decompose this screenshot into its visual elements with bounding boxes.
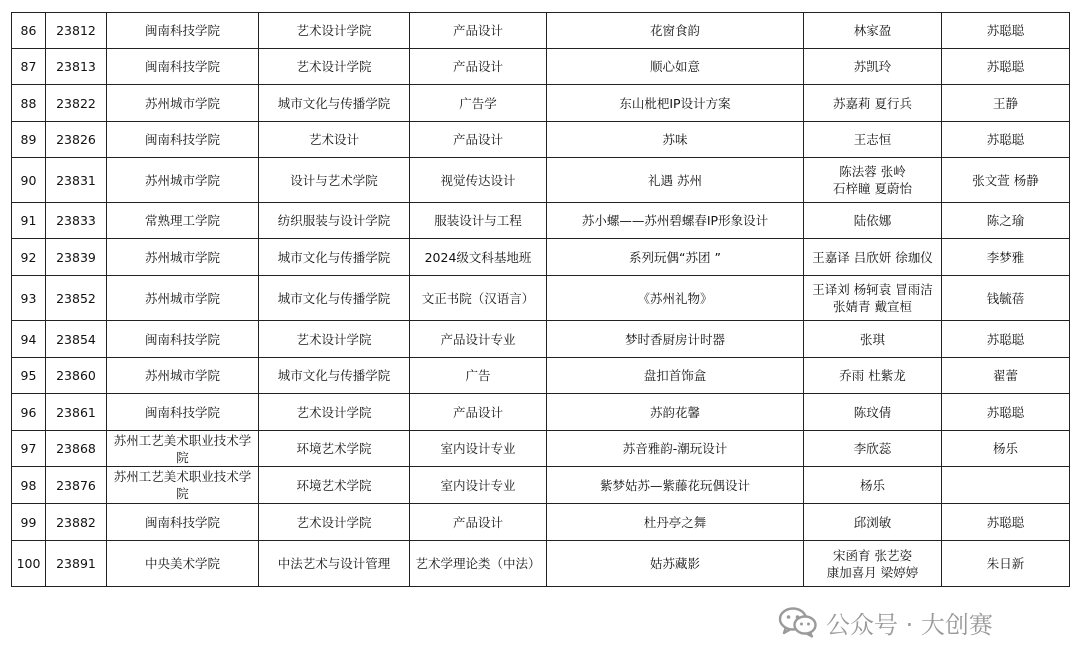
cell-number: 94 — [12, 321, 46, 358]
watermark — [778, 604, 993, 640]
cell-authors — [804, 239, 942, 276]
cell-authors-line: 石梓瞳 夏蔚怡 — [833, 181, 912, 196]
cell-advisor-line: 苏聪聪 — [986, 404, 1025, 420]
cell-school-line: 闽南科技学院 — [144, 404, 220, 420]
table-row — [12, 504, 1070, 541]
cell-entry-id: 23826 — [46, 122, 107, 158]
cell-school-line: 苏州城市学院 — [144, 95, 220, 111]
cell-college — [259, 49, 410, 85]
cell-major — [410, 158, 547, 203]
watermark-text: 公众号 · 大创赛 — [826, 610, 993, 639]
cell-number: 93 — [12, 276, 46, 321]
cell-major-line: 室内设计专业 — [440, 441, 516, 456]
cell-major — [410, 358, 547, 394]
cell-school-line: 常熟理工学院 — [144, 213, 220, 228]
cell-advisor — [942, 431, 1070, 467]
cell-advisor-line: 钱毓蓓 — [986, 290, 1025, 306]
cell-college-line: 环境艺术学院 — [296, 477, 372, 493]
cell-college — [259, 358, 410, 394]
cell-college — [259, 541, 410, 587]
cell-work-title-line: 系列玩偶“苏团 ” — [629, 249, 721, 265]
cell-entry-id: 23891 — [46, 541, 107, 587]
cell-authors — [804, 13, 942, 49]
cell-major-line: 产品设计 — [452, 132, 503, 147]
table-row — [12, 541, 1070, 587]
cell-work-title-line: 苏味 — [662, 132, 688, 147]
cell-school — [107, 467, 259, 504]
results-table-container — [11, 12, 1069, 587]
cell-authors-line: 王嘉译 吕欣妍 徐珈仪 — [812, 249, 933, 265]
cell-school-line: 闽南科技学院 — [144, 59, 220, 74]
cell-number: 88 — [12, 85, 46, 122]
cell-school-line: 闽南科技学院 — [144, 23, 220, 38]
table-row — [12, 321, 1070, 358]
cell-college-line: 中法艺术与设计管理 — [277, 556, 391, 571]
cell-work-title-line: 姑苏藏影 — [649, 556, 700, 571]
cell-major-line: 文正书院（汉语言） — [421, 290, 535, 306]
cell-major — [410, 541, 547, 587]
cell-major — [410, 394, 547, 431]
cell-work-title — [547, 13, 804, 49]
cell-advisor — [942, 239, 1070, 276]
cell-work-title — [547, 541, 804, 587]
cell-major-line: 室内设计专业 — [440, 477, 516, 493]
cell-major — [410, 85, 547, 122]
cell-college — [259, 276, 410, 321]
table-row — [12, 467, 1070, 504]
cell-school-line: 院 — [176, 449, 189, 465]
cell-advisor-line: 苏聪聪 — [986, 59, 1025, 74]
cell-authors-line: 李欣蕊 — [853, 441, 892, 456]
cell-work-title-line: 《苏州礼物》 — [637, 290, 713, 306]
cell-work-title — [547, 431, 804, 467]
cell-college — [259, 504, 410, 541]
cell-major — [410, 431, 547, 467]
cell-college — [259, 467, 410, 504]
cell-number: 97 — [12, 431, 46, 467]
cell-authors-line: 陆依娜 — [853, 213, 892, 228]
cell-authors-line: 宋函育 张艺姿 — [833, 547, 912, 563]
cell-entry-id: 23876 — [46, 467, 107, 504]
cell-major — [410, 239, 547, 276]
cell-college-line: 艺术设计学院 — [296, 404, 372, 420]
cell-authors — [804, 276, 942, 321]
cell-major — [410, 203, 547, 239]
cell-advisor — [942, 13, 1070, 49]
cell-authors-line: 陈玟倩 — [853, 404, 892, 420]
cell-college — [259, 431, 410, 467]
cell-authors-line: 康加喜月 梁婷婷 — [826, 564, 919, 580]
cell-college — [259, 122, 410, 158]
cell-college — [259, 85, 410, 122]
cell-work-title-line: 杜丹亭之舞 — [643, 514, 707, 530]
cell-advisor — [942, 541, 1070, 587]
cell-work-title-line: 礼遇 苏州 — [648, 172, 702, 188]
cell-work-title — [547, 358, 804, 394]
table-row — [12, 276, 1070, 321]
table-row — [12, 203, 1070, 239]
cell-authors — [804, 431, 942, 467]
cell-entry-id: 23861 — [46, 394, 107, 431]
cell-number: 98 — [12, 467, 46, 504]
cell-school-line: 闽南科技学院 — [144, 514, 220, 530]
cell-advisor-line: 王静 — [992, 95, 1018, 111]
cell-advisor-line: 苏聪聪 — [986, 514, 1025, 530]
cell-advisor — [942, 394, 1070, 431]
cell-major — [410, 467, 547, 504]
cell-major — [410, 504, 547, 541]
cell-college-line: 城市文化与传播学院 — [277, 290, 391, 306]
cell-entry-id: 23833 — [46, 203, 107, 239]
cell-authors-line: 苏凯玲 — [853, 59, 892, 74]
cell-major — [410, 122, 547, 158]
table-row — [12, 85, 1070, 122]
cell-advisor-line: 陈之瑜 — [986, 213, 1025, 228]
cell-authors — [804, 203, 942, 239]
cell-authors-line: 乔雨 杜紫龙 — [839, 368, 906, 383]
cell-work-title — [547, 321, 804, 358]
cell-work-title-line: 东山枇杷IP设计方案 — [619, 95, 731, 111]
cell-major — [410, 321, 547, 358]
cell-advisor — [942, 49, 1070, 85]
cell-college-line: 艺术设计学院 — [296, 59, 372, 74]
cell-school — [107, 504, 259, 541]
cell-number: 86 — [12, 13, 46, 49]
cell-authors — [804, 49, 942, 85]
cell-major-line: 2024级文科基地班 — [424, 249, 532, 265]
cell-authors — [804, 321, 942, 358]
cell-advisor — [942, 122, 1070, 158]
cell-school — [107, 158, 259, 203]
cell-work-title — [547, 49, 804, 85]
cell-college-line: 艺术设计 — [308, 132, 359, 147]
cell-major-line: 广告 — [465, 368, 491, 383]
cell-school — [107, 541, 259, 587]
cell-college — [259, 203, 410, 239]
table-row — [12, 13, 1070, 49]
cell-advisor-line: 李梦雅 — [986, 249, 1025, 265]
cell-authors — [804, 541, 942, 587]
cell-entry-id: 23882 — [46, 504, 107, 541]
cell-school-line: 苏州城市学院 — [144, 172, 220, 188]
cell-major-line: 产品设计 — [452, 404, 503, 420]
cell-school — [107, 276, 259, 321]
cell-college-line: 艺术设计学院 — [296, 23, 372, 38]
cell-work-title-line: 盘扣首饰盒 — [643, 368, 707, 383]
cell-college — [259, 13, 410, 49]
cell-work-title-line: 顺心如意 — [649, 59, 700, 74]
results-table — [11, 12, 1070, 587]
cell-number: 90 — [12, 158, 46, 203]
wechat-icon — [778, 606, 818, 638]
cell-entry-id: 23852 — [46, 276, 107, 321]
cell-authors-line: 张琪 — [859, 331, 885, 347]
cell-number: 99 — [12, 504, 46, 541]
cell-advisor-line: 朱日新 — [986, 556, 1025, 571]
cell-college — [259, 321, 410, 358]
cell-advisor-line: 张文萱 杨静 — [972, 172, 1039, 188]
cell-major-line: 产品设计 — [452, 514, 503, 530]
cell-major-line: 产品设计 — [452, 59, 503, 74]
cell-entry-id: 23854 — [46, 321, 107, 358]
cell-advisor — [942, 85, 1070, 122]
cell-major-line: 产品设计 — [452, 23, 503, 38]
table-row — [12, 239, 1070, 276]
cell-authors-line: 陈法蓉 张岭 — [839, 164, 906, 179]
cell-major-line: 产品设计专业 — [440, 331, 516, 347]
cell-advisor — [942, 158, 1070, 203]
cell-work-title-line: 苏韵花馨 — [649, 404, 700, 420]
cell-advisor — [942, 467, 1070, 504]
cell-college-line: 城市文化与传播学院 — [277, 368, 391, 383]
cell-authors — [804, 158, 942, 203]
table-row — [12, 158, 1070, 203]
cell-work-title — [547, 467, 804, 504]
cell-entry-id: 23831 — [46, 158, 107, 203]
cell-college — [259, 394, 410, 431]
cell-authors — [804, 122, 942, 158]
cell-work-title — [547, 158, 804, 203]
cell-advisor-line: 苏聪聪 — [986, 132, 1025, 147]
cell-school-line: 苏州城市学院 — [144, 249, 220, 265]
cell-authors-line: 王志恒 — [853, 132, 892, 147]
cell-work-title-line: 花窗食韵 — [649, 23, 700, 38]
cell-school — [107, 358, 259, 394]
cell-college-line: 城市文化与传播学院 — [277, 95, 391, 111]
cell-work-title — [547, 239, 804, 276]
cell-school-line: 院 — [176, 486, 189, 501]
cell-major — [410, 276, 547, 321]
cell-authors-line: 苏嘉莉 夏行兵 — [833, 95, 912, 111]
cell-work-title-line: 紫梦姑苏—紫藤花玩偶设计 — [599, 477, 750, 493]
cell-school-line: 苏州城市学院 — [144, 290, 220, 306]
cell-school-line: 闽南科技学院 — [144, 331, 220, 347]
cell-authors-line: 林家盈 — [853, 23, 892, 38]
cell-school-line: 闽南科技学院 — [144, 132, 220, 147]
cell-advisor — [942, 276, 1070, 321]
cell-authors-line: 王译刘 杨轲袁 冒雨洁 — [812, 282, 933, 297]
cell-college-line: 城市文化与传播学院 — [277, 249, 391, 265]
cell-school — [107, 122, 259, 158]
cell-work-title — [547, 276, 804, 321]
cell-entry-id: 23839 — [46, 239, 107, 276]
cell-school — [107, 431, 259, 467]
cell-work-title — [547, 504, 804, 541]
cell-work-title — [547, 85, 804, 122]
cell-school — [107, 203, 259, 239]
cell-advisor — [942, 321, 1070, 358]
cell-entry-id: 23812 — [46, 13, 107, 49]
table-row — [12, 122, 1070, 158]
cell-advisor — [942, 358, 1070, 394]
cell-advisor — [942, 504, 1070, 541]
cell-authors — [804, 467, 942, 504]
cell-entry-id: 23813 — [46, 49, 107, 85]
table-row — [12, 49, 1070, 85]
cell-school — [107, 239, 259, 276]
cell-advisor-line: 苏聪聪 — [986, 23, 1025, 38]
cell-major — [410, 49, 547, 85]
cell-authors-line: 张婧青 戴宣桓 — [833, 299, 912, 314]
cell-college-line: 艺术设计学院 — [296, 331, 372, 347]
cell-school-line: 苏州工艺美术职业技术学 — [113, 469, 252, 484]
cell-school — [107, 394, 259, 431]
cell-school-line: 中央美术学院 — [144, 556, 220, 571]
cell-authors-line: 杨乐 — [859, 477, 885, 493]
cell-authors — [804, 358, 942, 394]
cell-number: 96 — [12, 394, 46, 431]
cell-work-title-line: 苏音雅韵-潮玩设计 — [622, 441, 728, 456]
cell-advisor — [942, 203, 1070, 239]
cell-number: 91 — [12, 203, 46, 239]
table-row — [12, 358, 1070, 394]
cell-entry-id: 23868 — [46, 431, 107, 467]
cell-authors-line: 邱浏敏 — [853, 514, 892, 530]
cell-authors — [804, 504, 942, 541]
cell-major-line: 视觉传达设计 — [440, 172, 516, 188]
cell-college-line: 环境艺术学院 — [296, 441, 372, 456]
cell-authors — [804, 394, 942, 431]
cell-advisor-line: 杨乐 — [992, 441, 1018, 456]
cell-work-title — [547, 203, 804, 239]
cell-college-line: 艺术设计学院 — [296, 514, 372, 530]
table-row — [12, 431, 1070, 467]
cell-major-line: 服装设计与工程 — [434, 213, 522, 228]
cell-college-line: 设计与艺术学院 — [290, 172, 378, 188]
cell-work-title — [547, 394, 804, 431]
cell-school — [107, 13, 259, 49]
cell-number: 92 — [12, 239, 46, 276]
cell-school — [107, 49, 259, 85]
cell-major-line: 广告学 — [459, 95, 497, 111]
cell-school — [107, 85, 259, 122]
table-body — [12, 13, 1070, 587]
cell-school-line: 苏州工艺美术职业技术学 — [113, 432, 252, 448]
cell-authors — [804, 85, 942, 122]
cell-advisor-line: 苏聪聪 — [986, 331, 1025, 347]
cell-number: 95 — [12, 358, 46, 394]
cell-college — [259, 158, 410, 203]
cell-work-title-line: 苏小螺——苏州碧螺春IP形象设计 — [581, 213, 769, 228]
cell-major — [410, 13, 547, 49]
cell-number: 100 — [12, 541, 46, 587]
cell-number: 89 — [12, 122, 46, 158]
cell-college — [259, 239, 410, 276]
cell-entry-id: 23822 — [46, 85, 107, 122]
cell-advisor-line: 翟蕾 — [992, 368, 1018, 383]
table-row — [12, 394, 1070, 431]
cell-college-line: 纺织服装与设计学院 — [277, 213, 391, 228]
cell-school-line: 苏州城市学院 — [144, 368, 220, 383]
cell-work-title-line: 梦时香厨房计时器 — [624, 331, 725, 347]
cell-work-title — [547, 122, 804, 158]
cell-entry-id: 23860 — [46, 358, 107, 394]
cell-school — [107, 321, 259, 358]
cell-major-line: 艺术学理论类（中法） — [415, 556, 541, 571]
cell-number: 87 — [12, 49, 46, 85]
